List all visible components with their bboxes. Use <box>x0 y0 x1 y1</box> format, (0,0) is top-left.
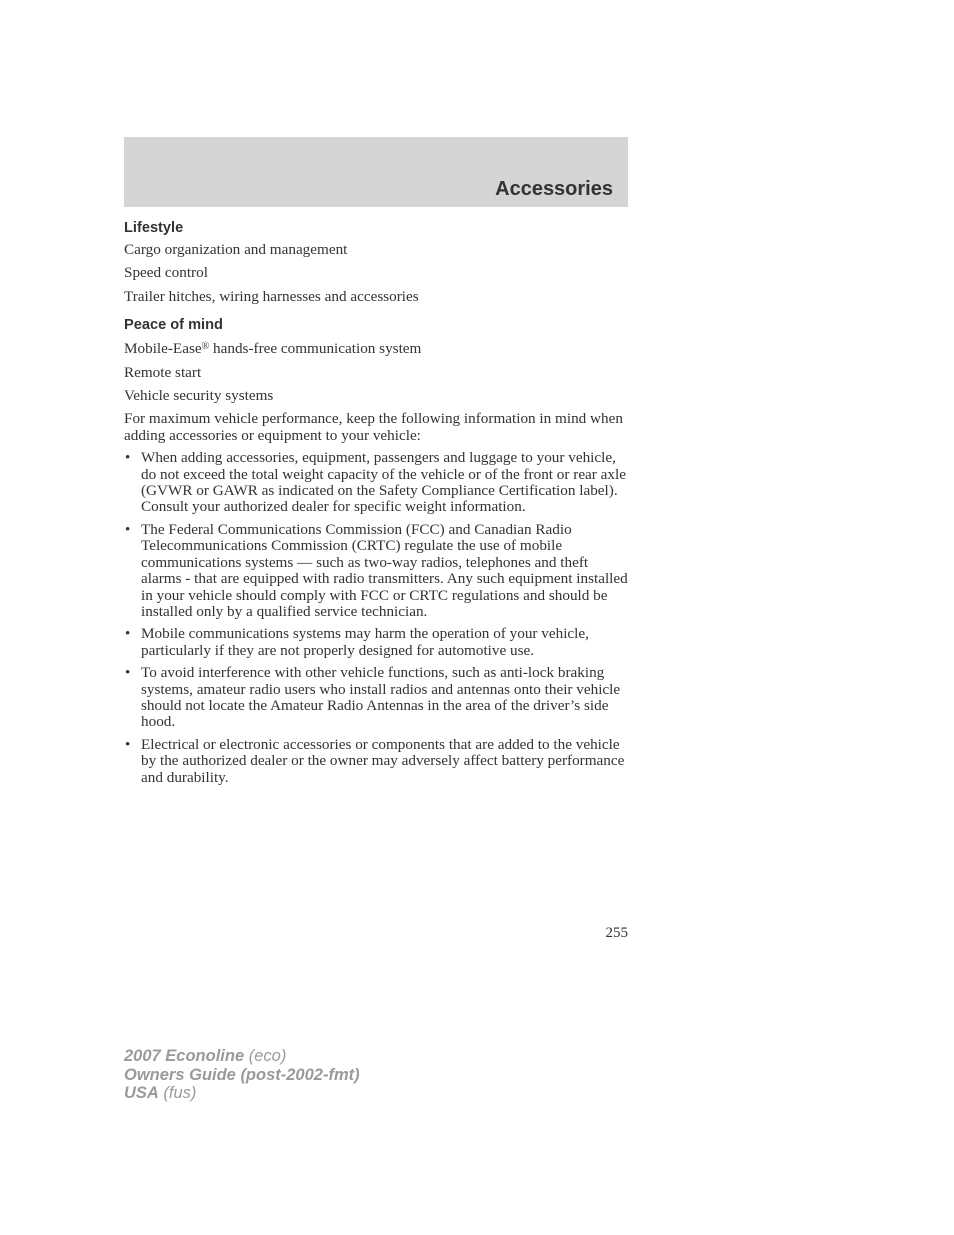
document-footer <box>124 1047 360 1103</box>
bullet-text: When adding accessories, equipment, passengers and luggage to your vehicle, do not exceed the total weight capacity of the vehicle or of the front or rear axle (GVWR or GAWR as indicated on the Safety Compliance Certification label). Consult your authorized dealer for specific weight information. <box>141 449 626 516</box>
bullet-icon: • <box>125 664 131 682</box>
mobile-ease-description: hands-free communication system <box>209 340 422 358</box>
footer-guide-name: Owners Guide (post-2002-fmt) <box>124 1065 360 1084</box>
footer-market-name: USA <box>124 1084 159 1102</box>
bullet-item <box>124 665 630 731</box>
bullet-icon: • <box>125 735 131 753</box>
footer-market-code: (fus) <box>158 1084 197 1102</box>
bullet-text: The Federal Communications Commission (FCC) and Canadian Radio Telecommunications Commission (CRTC) regulate the use of mobile communications systems — such as two-way radios, telephones and theft alarms - that are equipped with radio transmitters. Any such equipment installed in your vehicle should comply with FCC or CRTC regulations and should be installed only by a qualified service technician. <box>141 520 628 620</box>
bullet-text: Electrical or electronic accessories or components that are added to the vehicle by the authorized dealer or the owner may adversely affect battery performance and durability. <box>141 735 625 786</box>
page-number: 255 <box>605 925 628 941</box>
lifestyle-item: Cargo organization and management <box>124 241 348 258</box>
bullet-icon: • <box>125 520 131 538</box>
lifestyle-item: Trailer hitches, wiring harnesses and accessories <box>124 287 419 305</box>
lifestyle-heading: Lifestyle <box>124 220 184 236</box>
peace-of-mind-item: Vehicle security systems <box>124 387 274 405</box>
bullet-item <box>124 626 630 659</box>
bullet-item <box>124 450 630 516</box>
bullet-text: To avoid interference with other vehicle functions, such as anti-lock braking systems, amateur radio users who install radios and antennas onto their vehicle should not locate the Amateur Radio Antennas in the area of the driver’s side hood. <box>141 664 621 731</box>
section-title: Accessories <box>495 178 613 200</box>
section-header-band <box>124 137 628 207</box>
footer-vehicle-name: 2007 Econoline <box>124 1047 245 1065</box>
mobile-ease-name: Mobile-Ease <box>124 340 202 358</box>
peace-of-mind-item: Remote start <box>124 363 202 381</box>
guidance-bullet-list <box>124 450 630 786</box>
bullet-icon: • <box>125 625 131 643</box>
bullet-item <box>124 737 630 786</box>
registered-mark: ® <box>201 341 210 353</box>
peace-of-mind-item <box>124 339 630 357</box>
bullet-item <box>124 522 630 620</box>
page-content <box>124 219 630 792</box>
intro-paragraph: For maximum vehicle performance, keep the following information in mind when adding accessories or equipment to your vehicle: <box>124 410 623 444</box>
footer-vehicle-code: (eco) <box>244 1047 287 1065</box>
footer-line-market <box>124 1084 360 1103</box>
lifestyle-item: Speed control <box>124 264 208 282</box>
footer-line-vehicle <box>124 1047 360 1066</box>
bullet-icon: • <box>125 449 131 467</box>
peace-of-mind-heading: Peace of mind <box>124 317 223 334</box>
bullet-text: Mobile communications systems may harm the operation of your vehicle, particularly if they are not properly designed for automotive use. <box>141 625 589 659</box>
footer-line-guide <box>124 1066 360 1085</box>
